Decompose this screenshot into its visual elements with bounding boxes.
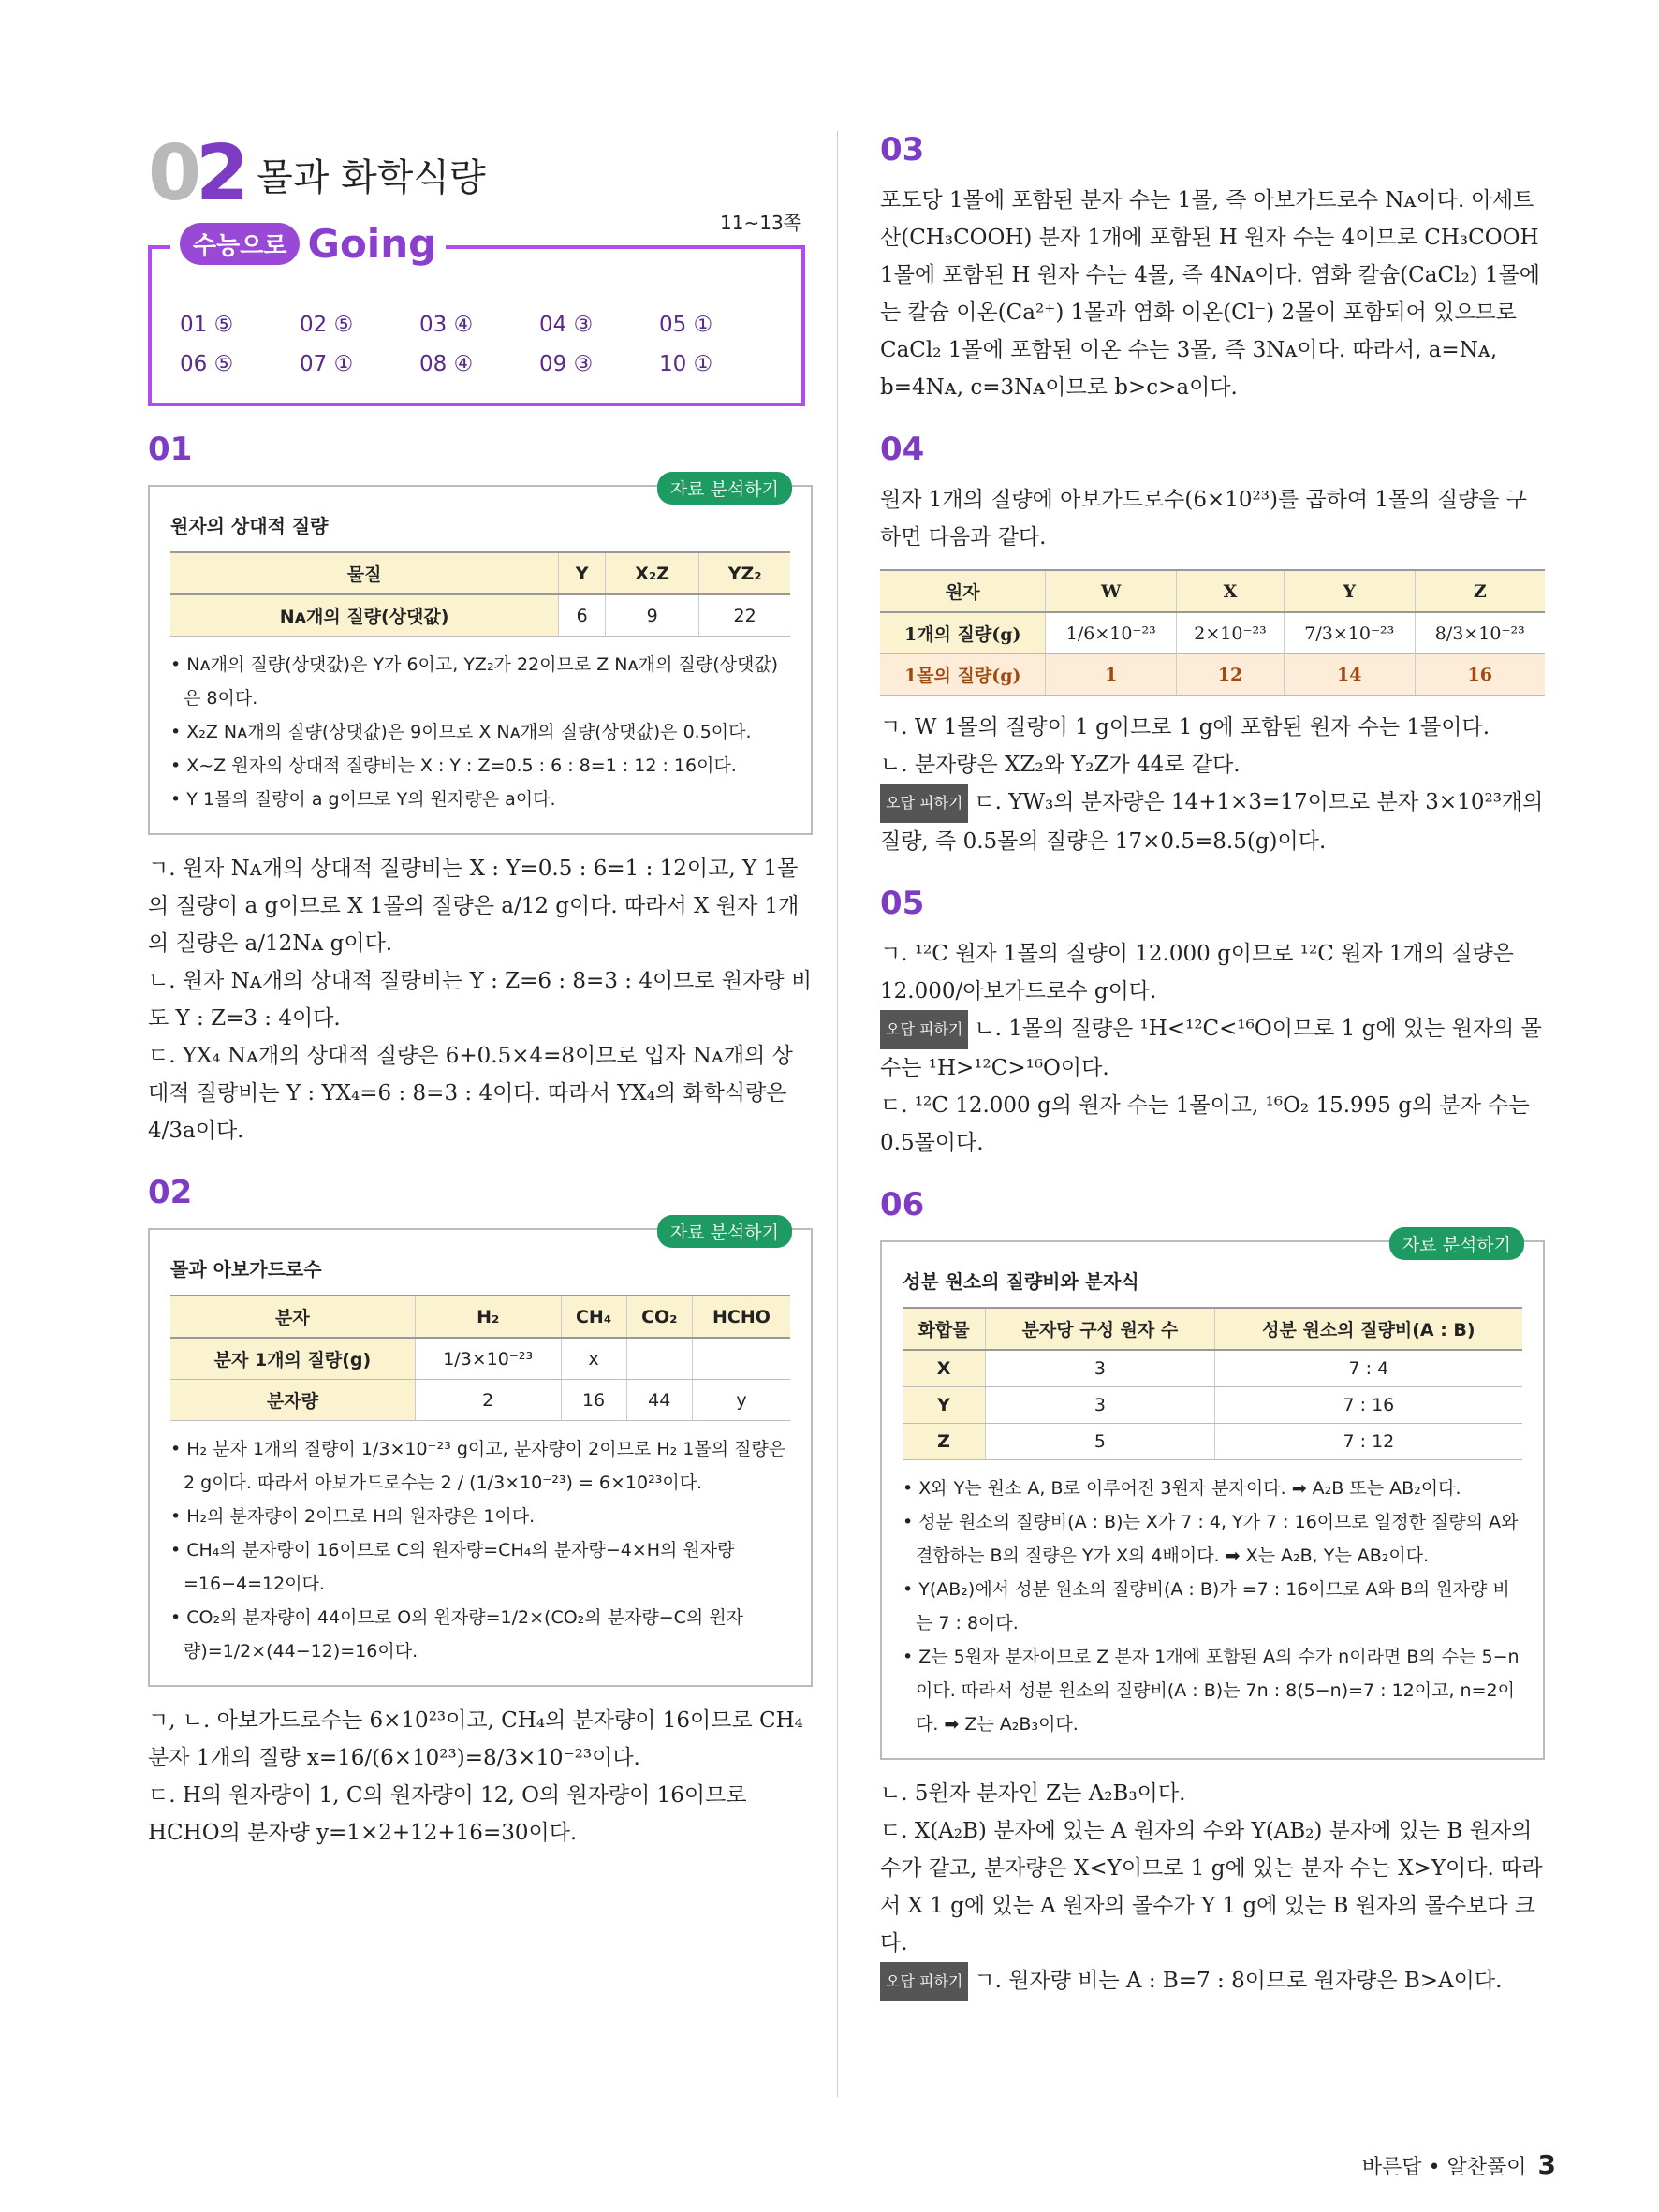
- page-number: 3: [1537, 2149, 1556, 2180]
- chapter-header: [148, 129, 486, 218]
- data-table: [903, 1307, 1522, 1460]
- table-cell: X: [903, 1350, 986, 1387]
- table-cell: 16: [561, 1380, 626, 1421]
- note-item: • Y 1몰의 질량이 a g이므로 Y의 원자량은 a이다.: [170, 789, 556, 810]
- table-header: 화합물: [903, 1308, 986, 1350]
- explanation-paragraph: ㄷ. H의 원자량이 1, C의 원자량이 12, O의 원자량이 16이므로 HCHO의 분자량 y=1×2+12+16=30이다.: [148, 1783, 747, 1845]
- data-analysis-box: [148, 1223, 813, 1687]
- table-cell: 9: [606, 594, 699, 637]
- table-cell: 1/6×10⁻²³: [1046, 612, 1177, 654]
- question-02: [148, 1174, 813, 1852]
- table-cell: [692, 1338, 790, 1380]
- note-item: • X~Z 원자의 상대적 질량비는 X : Y : Z=0.5 : 6 : 8=1 : 12 : 16이다.: [170, 755, 737, 776]
- table-cell: 7 : 16: [1214, 1387, 1522, 1424]
- tagged-paragraph: [880, 784, 1545, 860]
- table-cell: 3: [986, 1387, 1215, 1424]
- answer-item: 07 ①: [300, 352, 354, 376]
- table-cell: 3: [986, 1350, 1215, 1387]
- tagged-paragraph: [880, 1010, 1545, 1087]
- question-03: [880, 131, 1545, 406]
- answer-item: 08 ④: [419, 352, 474, 376]
- question-04: [880, 431, 1545, 860]
- table-cell: [626, 1338, 692, 1380]
- table-header: HCHO: [692, 1296, 790, 1338]
- note-item: • CO₂의 분자량이 44이므로 O의 원자량=1/2×(CO₂의 분자량−C의 원자량)=1/2×(44−12)=16이다.: [170, 1607, 744, 1662]
- answer-item: 09 ③: [539, 352, 594, 376]
- table-row: [903, 1387, 1522, 1424]
- analysis-notes: [903, 1472, 1522, 1741]
- table-cell: 분자 1개의 질량(g): [170, 1338, 415, 1380]
- explanation-paragraph: 원자 1개의 질량에 아보가드로수(6×10²³)를 곱하여 1몰의 질량을 구하면 다음과 같다.: [880, 488, 1528, 549]
- analysis-notes: [170, 648, 790, 816]
- table-cell: 7 : 4: [1214, 1350, 1522, 1387]
- table-cell: 14: [1284, 654, 1415, 696]
- explanation-paragraph: ㄷ. ¹²C 12.000 g의 원자 수는 1몰이고, ¹⁶O₂ 15.995 g의 분자 수는 0.5몰이다.: [880, 1093, 1530, 1155]
- table-row: [903, 1350, 1522, 1387]
- analysis-badge: 자료 분석하기: [657, 472, 792, 505]
- question-05: [880, 885, 1545, 1162]
- analysis-badge: 자료 분석하기: [1389, 1227, 1524, 1260]
- table-cell: 12: [1177, 654, 1285, 696]
- note-item: • X₂Z Nᴀ개의 질량(상댓값)은 9이므로 X Nᴀ개의 질량(상댓값)은 0.5이다.: [170, 722, 752, 742]
- answer-key-box: [148, 212, 805, 406]
- table-header: 분자당 구성 원자 수: [986, 1308, 1215, 1350]
- answer-item: 01 ⑤: [180, 313, 234, 337]
- chapter-number: 02: [148, 129, 244, 218]
- note-item: • X와 Y는 원소 A, B로 이루어진 3원자 분자이다. ➡ A₂B 또는 AB₂이다.: [903, 1478, 1461, 1499]
- answer-item: 02 ⑤: [300, 313, 354, 337]
- table-cell: x: [561, 1338, 626, 1380]
- answer-item: 04 ③: [539, 313, 594, 337]
- left-column: [148, 431, 813, 1876]
- table-header: CH₄: [561, 1296, 626, 1338]
- note-item: • H₂ 분자 1개의 질량이 1/3×10⁻²³ g이고, 분자량이 2이므로 H₂ 1몰의 질량은 2 g이다. 따라서 아보가드로수는 2 / (1/3×10⁻²³) = 6×10²³이다.: [170, 1439, 786, 1493]
- box-title: 몰과 아보가드로수: [170, 1258, 322, 1281]
- table-header: 원자: [880, 570, 1046, 612]
- table-cell: 5: [986, 1424, 1215, 1460]
- box-title: 성분 원소의 질량비와 분자식: [903, 1270, 1139, 1293]
- table-cell: 44: [626, 1380, 692, 1421]
- going-logo: [170, 221, 446, 267]
- table-cell: 8/3×10⁻²³: [1415, 612, 1545, 654]
- explanation-paragraph: ㄷ. X(A₂B) 분자에 있는 A 원자의 수와 Y(AB₂) 분자에 있는 B 원자의 수가 같고, 분자량은 X<Y이므로 1 g에 있는 분자 수는 X>Y이다. 따라서 X 1 g에 있는 A 원자의 몰수가 Y 1 g에 있는 B 원자의 몰수보다 크다.: [880, 1819, 1543, 1956]
- tagged-text: ㄴ. 1몰의 질량은 ¹H<¹²C<¹⁶O이므로 1 g에 있는 원자의 몰수는 ¹H>¹²C>¹⁶O이다.: [880, 1017, 1542, 1080]
- analysis-notes: [170, 1432, 790, 1668]
- question-number: 03: [880, 131, 925, 168]
- table-row: [170, 594, 790, 637]
- explanation-paragraph: ㄱ. W 1몰의 질량이 1 g이므로 1 g에 포함된 원자 수는 1몰이다.: [880, 715, 1490, 740]
- table-header: 성분 원소의 질량비(A : B): [1214, 1308, 1522, 1350]
- tagged-paragraph: [880, 1962, 1545, 2001]
- explanation-paragraph: ㄱ. ¹²C 원자 1몰의 질량이 12.000 g이므로 ¹²C 원자 1개의 질량은 12.000/아보가드로수 g이다.: [880, 942, 1514, 1003]
- explanation-paragraph: ㄴ. 분자량은 XZ₂와 Y₂Z가 44로 같다.: [880, 753, 1241, 777]
- table-row: [903, 1424, 1522, 1460]
- answer-grid: [180, 313, 779, 376]
- answer-item: 03 ④: [419, 313, 474, 337]
- explanation-paragraph: ㄷ. YX₄ Nᴀ개의 상대적 질량은 6+0.5×4=8이므로 입자 Nᴀ개의 상대적 질량비는 Y : YX₄=6 : 8=3 : 4이다. 따라서 YX₄의 화학식량은 4/3a이다.: [148, 1044, 793, 1143]
- table-header: W: [1046, 570, 1177, 612]
- question-06: [880, 1186, 1545, 2001]
- note-item: • H₂의 분자량이 2이므로 H의 원자량은 1이다.: [170, 1506, 536, 1527]
- going-logo-word: Going: [307, 221, 437, 267]
- table-header: X: [1177, 570, 1285, 612]
- explanation-paragraph: ㄴ. 원자 Nᴀ개의 상대적 질량비는 Y : Z=6 : 8=3 : 4이므로 원자량 비도 Y : Z=3 : 4이다.: [148, 969, 813, 1031]
- note-item: • Z는 5원자 분자이므로 Z 분자 1개에 포함된 A의 수가 n이라면 B의 수는 5−n이다. 따라서 성분 원소의 질량비(A : B)는 7n : 8(5−n)=7 : 12이고, n=2이다. ➡ Z는 A₂B₃이다.: [903, 1647, 1520, 1735]
- table-cell: 2: [415, 1380, 561, 1421]
- table-cell: 22: [699, 594, 790, 637]
- explanation-paragraph: ㄴ. 5원자 분자인 Z는 A₂B₃이다.: [880, 1781, 1186, 1806]
- explanation: [880, 1775, 1545, 2001]
- wrong-answer-tag: 오답 피하기: [880, 1010, 968, 1049]
- explanation-paragraph: ㄱ, ㄴ. 아보가드로수는 6×10²³이고, CH₄의 분자량이 16이므로 CH₄ 분자 1개의 질량 x=16/(6×10²³)=8/3×10⁻²³이다.: [148, 1708, 803, 1770]
- analysis-badge: 자료 분석하기: [657, 1215, 792, 1248]
- table-cell: 7/3×10⁻²³: [1284, 612, 1415, 654]
- answer-item: 05 ①: [659, 313, 713, 337]
- explanation: [880, 709, 1545, 860]
- explanation: [880, 935, 1545, 1162]
- mass-table: [880, 569, 1545, 696]
- table-cell: y: [692, 1380, 790, 1421]
- explanation-paragraph: 포도당 1몰에 포함된 분자 수는 1몰, 즉 아보가드로수 Nᴀ이다. 아세트산(CH₃COOH) 분자 1개에 포함된 H 원자 수는 4이므로 CH₃COOH 1몰에 포함된 H 원자 수는 4몰, 즉 4Nᴀ이다. 염화 칼슘(CaCl₂) 1몰에는 칼슘 이온(Ca²⁺) 1몰과 염화 이온(Cl⁻) 2몰이 포함되어 있으므로 CaCl₂ 1몰에 포함된 이온 수는 3몰, 즉 3Nᴀ이다. 따라서, a=Nᴀ, b=4Nᴀ, c=3Nᴀ이므로 b>c>a이다.: [880, 188, 1541, 400]
- question-number: 01: [148, 431, 193, 468]
- question-01: [148, 431, 813, 1150]
- table-cell: 1몰의 질량(g): [880, 654, 1046, 696]
- table-cell: 1개의 질량(g): [880, 612, 1046, 654]
- data-analysis-box: [880, 1235, 1545, 1760]
- table-row: [880, 654, 1545, 696]
- table-row: [170, 1380, 790, 1421]
- note-item: • 성분 원소의 질량비(A : B)는 X가 7 : 4, Y가 7 : 16이므로 일정한 질량의 A와 결합하는 B의 질량은 Y가 X의 4배이다. ➡ X는 A₂B, Y는 AB₂이다.: [903, 1512, 1519, 1566]
- table-row: [880, 612, 1545, 654]
- explanation-paragraph: ㄱ. 원자 Nᴀ개의 상대적 질량비는 X : Y=0.5 : 6=1 : 12이고, Y 1몰의 질량이 a g이므로 X 1몰의 질량은 a/12 g이다. 따라서 X 원자 1개의 질량은 a/12Nᴀ g이다.: [148, 857, 800, 956]
- data-table: [170, 551, 790, 637]
- explanation: [148, 850, 813, 1150]
- box-title: 원자의 상대적 질량: [170, 515, 329, 537]
- question-number: 06: [880, 1186, 925, 1223]
- tagged-text: ㄱ. 원자량 비는 A : B=7 : 8이므로 원자량은 B>A이다.: [974, 1969, 1503, 1993]
- wrong-answer-tag: 오답 피하기: [880, 784, 968, 823]
- table-header: CO₂: [626, 1296, 692, 1338]
- question-number: 02: [148, 1174, 193, 1211]
- table-cell: Z: [903, 1424, 986, 1460]
- table-header: 분자: [170, 1296, 415, 1338]
- table-cell: 7 : 12: [1214, 1424, 1522, 1460]
- table-cell: 1: [1046, 654, 1177, 696]
- right-column: [880, 131, 1545, 2026]
- question-number: 05: [880, 885, 925, 922]
- note-item: • CH₄의 분자량이 16이므로 C의 원자량=CH₄의 분자량−4×H의 원자량=16−4=12이다.: [170, 1540, 735, 1594]
- table-header: H₂: [415, 1296, 561, 1338]
- chapter-title: 몰과 화학식량: [257, 155, 486, 199]
- table-cell: Y: [903, 1387, 986, 1424]
- column-divider: [837, 131, 838, 2097]
- table-cell: 2×10⁻²³: [1177, 612, 1285, 654]
- table-header: Y: [559, 552, 606, 594]
- table-header: YZ₂: [699, 552, 790, 594]
- table-header: 물질: [170, 552, 559, 594]
- wrong-answer-tag: 오답 피하기: [880, 1962, 968, 2001]
- answer-item: 06 ⑤: [180, 352, 234, 376]
- data-analysis-box: [148, 479, 813, 835]
- table-cell: 분자량: [170, 1380, 415, 1421]
- table-header: Z: [1415, 570, 1545, 612]
- question-number: 04: [880, 431, 925, 468]
- page-range: 11~13쪽: [720, 212, 801, 234]
- table-cell: 16: [1415, 654, 1545, 696]
- going-logo-pill: 수능으로: [180, 223, 300, 265]
- tagged-text: ㄷ. YW₃의 분자량은 14+1×3=17이므로 분자 3×10²³개의 질량, 즉 0.5몰의 질량은 17×0.5=8.5(g)이다.: [880, 790, 1544, 854]
- table-cell: 1/3×10⁻²³: [415, 1338, 561, 1380]
- answer-item: 10 ①: [659, 352, 713, 376]
- explanation: [148, 1702, 813, 1852]
- table-header: Y: [1284, 570, 1415, 612]
- table-cell: 6: [559, 594, 606, 637]
- table-cell: Nᴀ개의 질량(상댓값): [170, 594, 559, 637]
- data-table: [170, 1295, 790, 1421]
- footer-label: 바른답 • 알찬풀이: [1361, 2156, 1527, 2179]
- note-item: • Y(AB₂)에서 성분 원소의 질량비(A : B)가 =7 : 16이므로 A와 B의 원자량 비는 7 : 8이다.: [903, 1579, 1510, 1633]
- note-item: • Nᴀ개의 질량(상댓값)은 Y가 6이고, YZ₂가 22이므로 Z Nᴀ개의 질량(상댓값)은 8이다.: [170, 654, 779, 709]
- page-footer: [1362, 2149, 1556, 2180]
- table-header: X₂Z: [606, 552, 699, 594]
- table-row: [170, 1338, 790, 1380]
